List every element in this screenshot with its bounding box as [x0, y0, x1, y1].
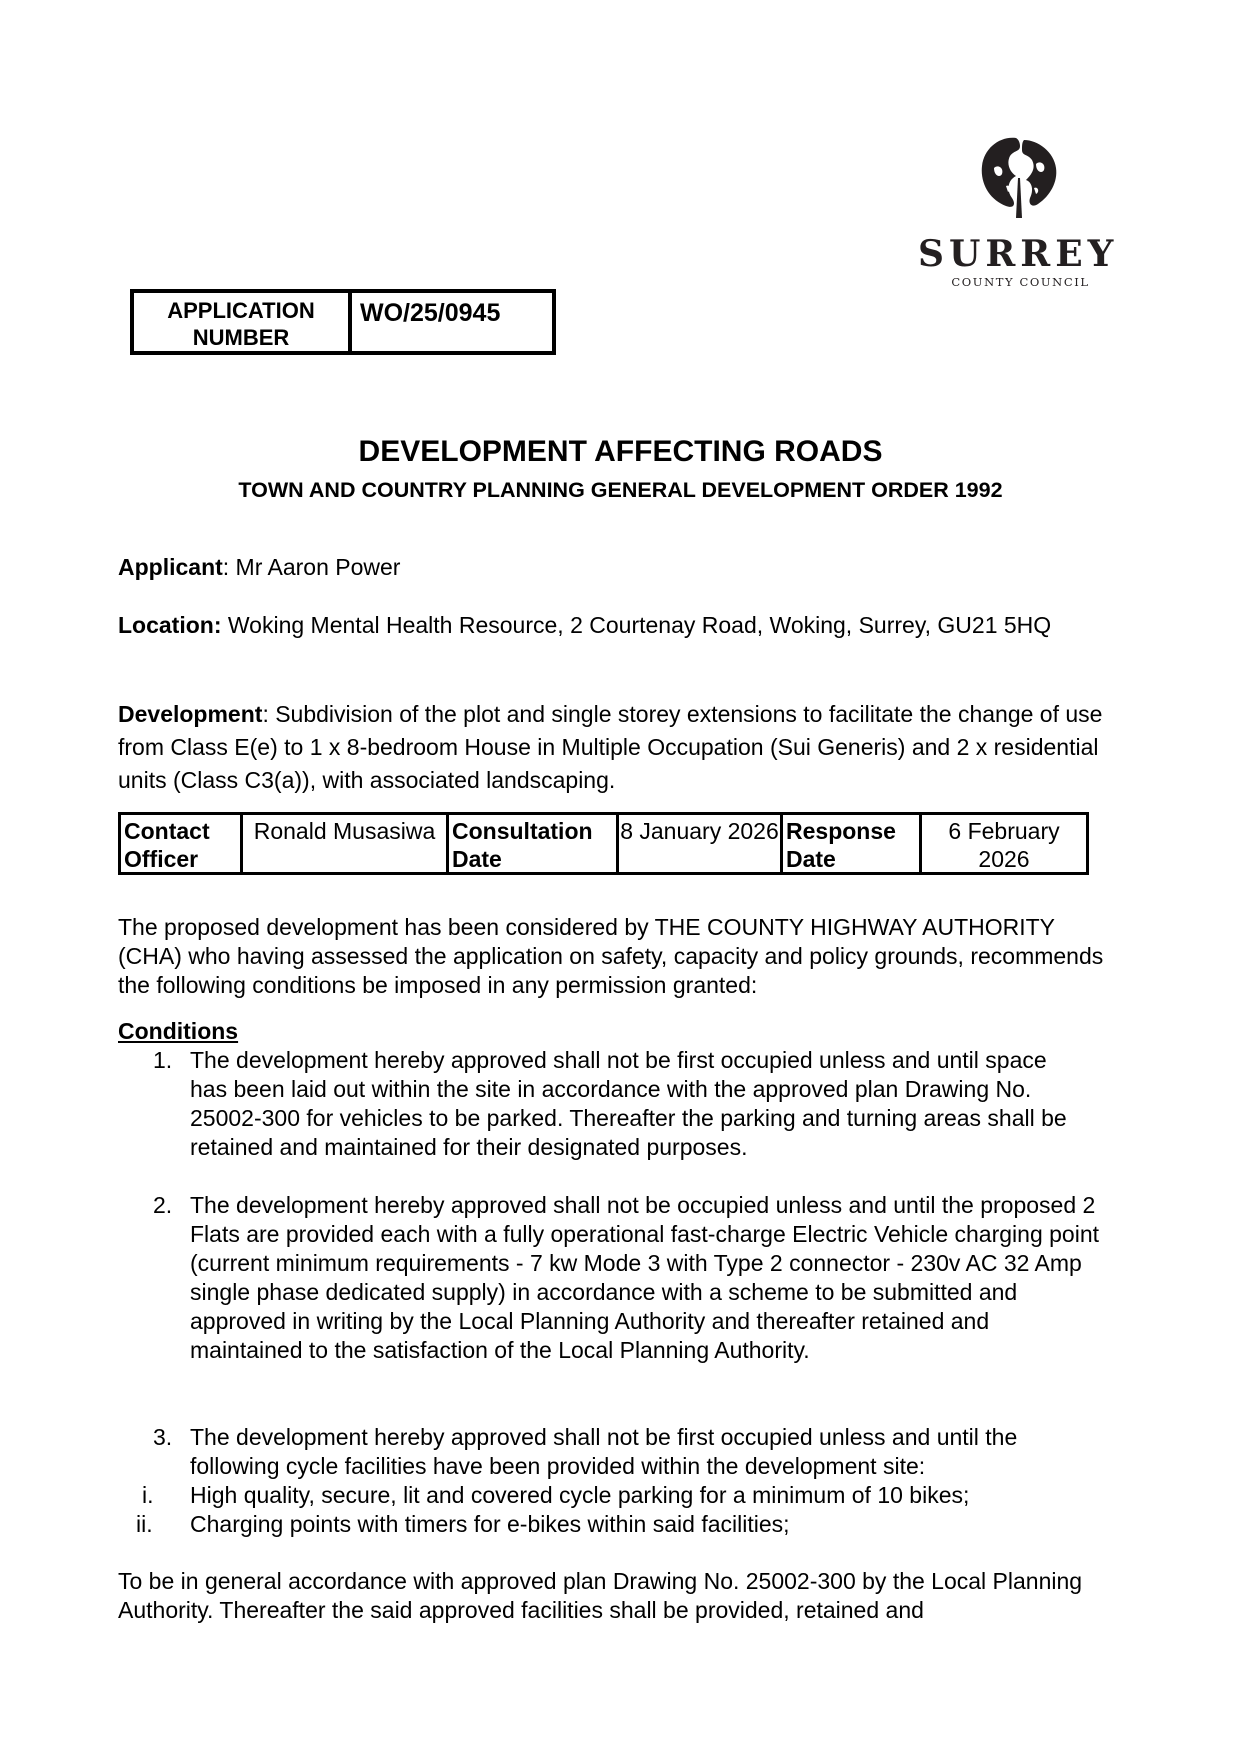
- development-label: Development: [118, 701, 263, 727]
- conditions-heading: Conditions: [118, 1018, 239, 1044]
- location-label: Location:: [118, 612, 222, 638]
- logo-wordmark: SURREY: [918, 233, 1119, 275]
- condition-number: 1.: [153, 1047, 173, 1073]
- applicant-value: : Mr Aaron Power: [222, 554, 401, 580]
- logo-subtitle: COUNTY COUNCIL: [951, 275, 1090, 289]
- closing-paragraph: To be in general accordance with approved plan Drawing No. 25002-300 by the Local Planning Authority. Thereafter the said approved facilities shall be provided, retained and: [118, 1568, 1083, 1623]
- subitem-number: ii.: [136, 1511, 153, 1537]
- condition-text: The development hereby approved shall not be first occupied unless and until space has been laid out within the site in accordance with the approved plan Drawing No. 25002-300 for vehicles to be parked. Thereafter the parking and turning areas shall be retained and maintained for their designated purposes.: [190, 1047, 1067, 1160]
- subitem-text: High quality, secure, lit and covered cycle parking for a minimum of 10 bikes;: [190, 1482, 970, 1508]
- condition-number: 3.: [153, 1424, 173, 1450]
- development-line: [118, 698, 1130, 797]
- contact-table: [118, 812, 1089, 875]
- subitem-text: Charging points with timers for e-bikes within said facilities;: [190, 1511, 790, 1537]
- officer-label: Contact Officer: [121, 815, 243, 872]
- application-label: APPLICATION NUMBER: [134, 293, 352, 351]
- condition-text: The development hereby approved shall not be occupied unless and until the proposed 2 Flats are provided each with a fully operational fast-charge Electric Vehicle charging point (current minimum requirements - 7 kw Mode 3 with Type 2 connector - 230v AC 32 Amp single phase dedicated supply) in accordance with a scheme to be submitted and approved in writing by the Local Planning Authority and thereafter retained and maintained to the satisfaction of the Local Planning Authority.: [190, 1192, 1099, 1363]
- application-number-box: [130, 289, 556, 355]
- intro-paragraph: The proposed development has been considered by THE COUNTY HIGHWAY AUTHORITY (CHA) who having assessed the application on safety, capacity and policy grounds, recommends the following conditions be imposed in any permission granted:: [118, 914, 1104, 998]
- officer-value: Ronald Musasiwa: [243, 815, 449, 872]
- response-label: Response Date: [783, 815, 922, 872]
- page-subtitle: TOWN AND COUNTRY PLANNING GENERAL DEVELOPMENT ORDER 1992: [238, 478, 1003, 502]
- development-value: : Subdivision of the plot and single storey extensions to facilitate the change of use from Class E(e) to 1 x 8-bedroom House in Multiple Occupation (Sui Generis) and 2 x residential units (Class C3(a)), with associated landscaping.: [118, 701, 1103, 793]
- subitem-number: i.: [142, 1482, 154, 1508]
- consultation-value: 8 January 2026: [619, 815, 783, 872]
- condition-text: The development hereby approved shall not be first occupied unless and until the following cycle facilities have been provided within the development site:: [190, 1424, 1018, 1479]
- location-line: [118, 611, 1098, 640]
- application-number: WO/25/0945: [360, 299, 501, 327]
- applicant-label: Applicant: [118, 554, 223, 580]
- page-title: DEVELOPMENT AFFECTING ROADS: [358, 435, 883, 468]
- applicant-line: [118, 553, 1118, 582]
- location-value: Woking Mental Health Resource, 2 Courtenay Road, Woking, Surrey, GU21 5HQ: [221, 612, 1052, 638]
- response-value: 6 February 2026: [948, 818, 1060, 872]
- oak-leaf-icon: [976, 134, 1062, 220]
- surrey-logo: [918, 134, 1118, 294]
- consultation-label: Consultation Date: [449, 815, 619, 872]
- condition-number: 2.: [153, 1192, 173, 1218]
